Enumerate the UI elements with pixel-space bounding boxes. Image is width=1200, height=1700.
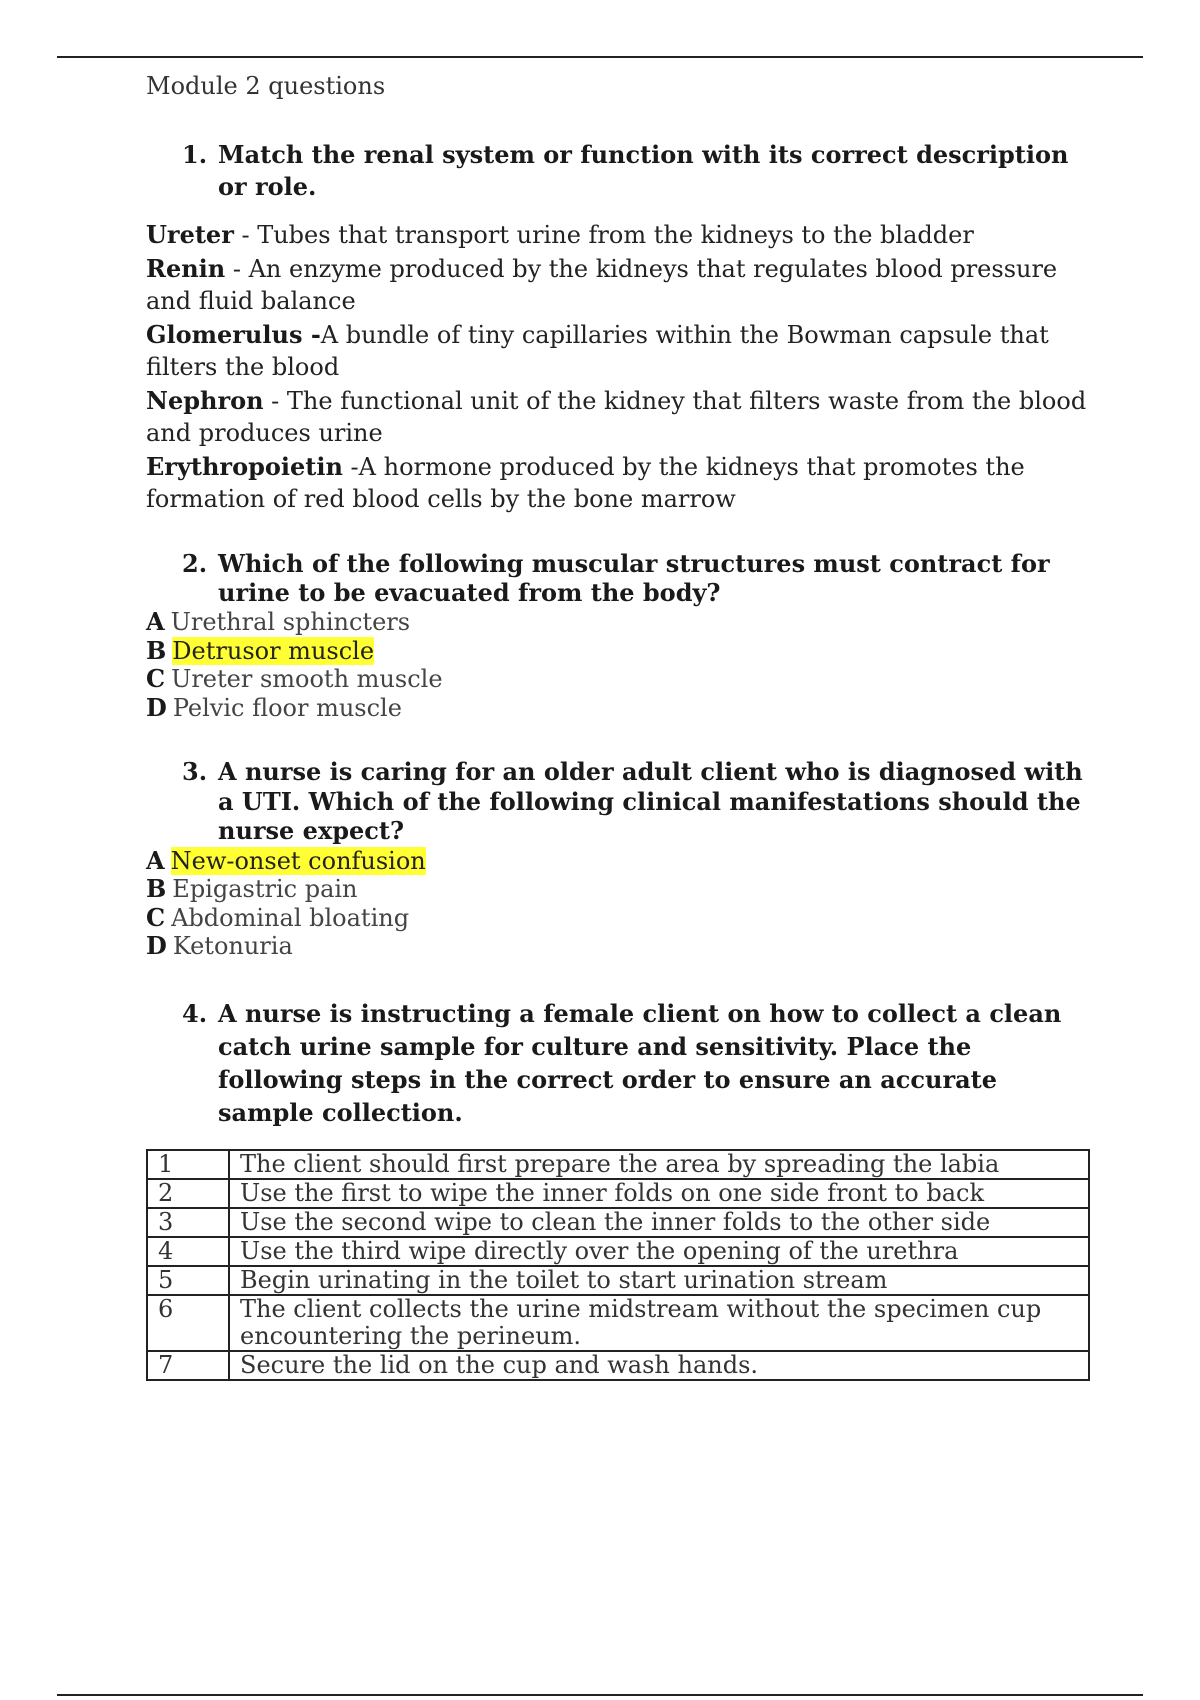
question-2-heading: [146, 549, 1096, 607]
answer-option-a: [146, 847, 1096, 876]
answer-option-b: [146, 637, 1096, 666]
answer-option-d: [146, 694, 1096, 723]
step-number: 4: [147, 1237, 229, 1266]
definition-item: [146, 253, 1096, 317]
option-text: Urethral sphincters: [170, 608, 411, 636]
option-letter: A: [146, 845, 165, 875]
step-text: Use the third wipe directly over the opening of the urethra: [229, 1237, 1089, 1266]
step-text: Use the second wipe to clean the inner folds to the other side: [229, 1208, 1089, 1237]
document-title: Module 2 questions: [146, 72, 386, 100]
answer-option-c: [146, 665, 1096, 694]
question-number: 2.: [182, 549, 208, 578]
step-number: 2: [147, 1179, 229, 1208]
option-letter: B: [146, 635, 167, 665]
step-number: 5: [147, 1266, 229, 1295]
question-text: A nurse is caring for an older adult client who is diagnosed with a UTI. Which of the following clinical manifestations should the nurse expect?: [218, 757, 1083, 845]
step-text: Begin urinating in the toilet to start urination stream: [229, 1266, 1089, 1295]
definition-desc: - The functional unit of the kidney that filters waste from the blood and produces urine: [146, 387, 1087, 447]
step-number: 6: [147, 1295, 229, 1351]
question-4-heading: [146, 997, 1096, 1129]
step-number: 3: [147, 1208, 229, 1237]
definition-item: [146, 385, 1096, 449]
definition-desc: -A hormone produced by the kidneys that promotes the formation of red blood cells by the bone marrow: [146, 453, 1025, 513]
option-text: Pelvic floor muscle: [172, 693, 402, 722]
definition-term: Nephron: [146, 386, 264, 415]
question-number: 3.: [182, 757, 208, 786]
definition-term: Glomerulus -: [146, 320, 321, 349]
answer-options: [146, 847, 1096, 961]
table-row: [147, 1351, 1089, 1380]
definition-desc: A bundle of tiny capillaries within the Bowman capsule that filters the blood: [146, 321, 1049, 381]
question-4: [146, 997, 1096, 1381]
definition-term: Ureter: [146, 220, 234, 249]
answer-options: [146, 608, 1096, 722]
question-2: [146, 549, 1096, 722]
definition-list: [146, 219, 1096, 515]
document-body: [146, 70, 1096, 1381]
option-letter: A: [146, 607, 165, 636]
definition-item: [146, 451, 1096, 515]
step-number: 1: [147, 1150, 229, 1179]
option-text: Epigastric pain: [172, 875, 358, 903]
question-text: Which of the following muscular structures must contract for urine to be evacuated from the body?: [218, 549, 1050, 607]
step-text: Use the first to wipe the inner folds on one side front to back: [229, 1179, 1089, 1208]
table-row: [147, 1266, 1089, 1295]
question-number: 1.: [182, 140, 208, 169]
question-1: [146, 139, 1096, 515]
question-3: [146, 757, 1096, 961]
highlighted-answer: Detrusor muscle: [172, 636, 375, 665]
question-text: Match the renal system or function with its correct description or role.: [218, 140, 1069, 201]
option-text: Abdominal bloating: [171, 903, 410, 932]
option-text: Ketonuria: [172, 932, 293, 960]
definition-item: [146, 319, 1096, 383]
definition-desc: - An enzyme produced by the kidneys that regulates blood pressure and fluid balance: [146, 255, 1058, 315]
definition-term: Erythropoietin: [146, 452, 343, 481]
table-row: [147, 1208, 1089, 1237]
table-row: [147, 1295, 1089, 1351]
option-letter: D: [146, 692, 167, 722]
question-number: 4.: [182, 998, 208, 1028]
highlighted-answer: New-onset confusion: [170, 846, 426, 875]
question-1-heading: [146, 139, 1096, 203]
definition-term: Renin: [146, 254, 226, 283]
option-text: Ureter smooth muscle: [171, 665, 443, 693]
table-row: [147, 1179, 1089, 1208]
answer-option-b: [146, 875, 1096, 904]
steps-table: [146, 1149, 1090, 1381]
step-text: The client should first prepare the area by spreading the labia: [229, 1150, 1089, 1179]
table-row: [147, 1237, 1089, 1266]
definition-item: [146, 219, 1096, 251]
answer-option-d: [146, 932, 1096, 961]
question-3-heading: [146, 757, 1096, 846]
option-letter: C: [146, 664, 166, 693]
option-letter: B: [146, 874, 167, 903]
table-row: [147, 1150, 1089, 1179]
step-text: Secure the lid on the cup and wash hands.: [229, 1351, 1089, 1380]
answer-option-a: [146, 608, 1096, 637]
top-rule: [57, 56, 1143, 58]
step-text: The client collects the urine midstream without the specimen cup encountering the perineum.: [229, 1295, 1089, 1351]
step-number: 7: [147, 1351, 229, 1380]
option-letter: D: [146, 931, 167, 960]
question-text: A nurse is instructing a female client on how to collect a clean catch urine sample for culture and sensitivity. Place the following steps in the correct order to ensure an accurate sample collection.: [218, 998, 1062, 1127]
answer-option-c: [146, 904, 1096, 933]
bottom-rule: [57, 1694, 1143, 1696]
definition-desc: - Tubes that transport urine from the kidneys to the bladder: [233, 221, 974, 249]
option-letter: C: [146, 902, 166, 932]
